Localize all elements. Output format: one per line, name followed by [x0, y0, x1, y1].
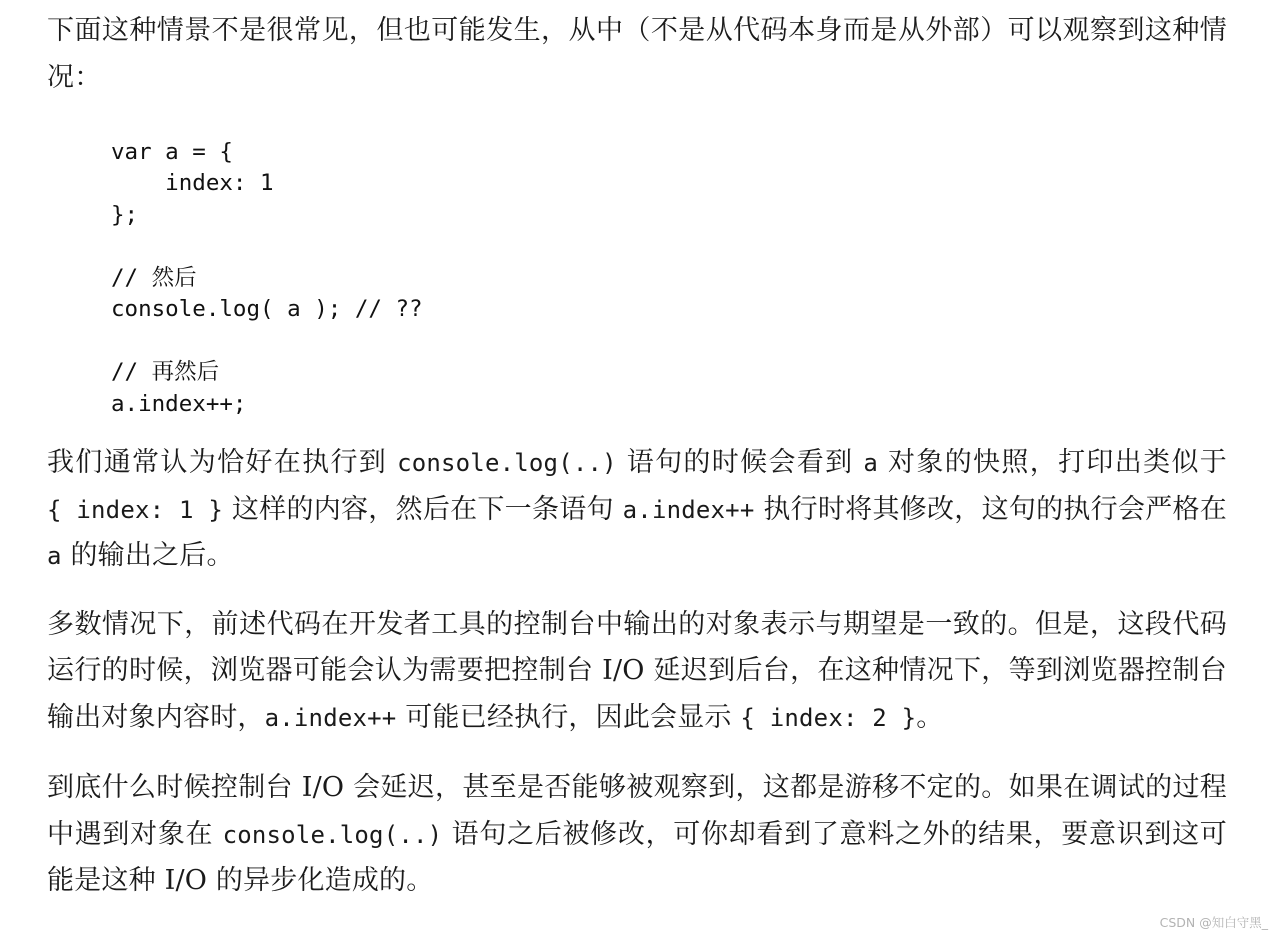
paragraph-text: 的输出之后。 [61, 540, 234, 572]
code-block [111, 137, 1227, 420]
csdn-watermark: CSDN @知白守黑_ [1159, 915, 1268, 930]
console-defer-paragraph [47, 602, 1227, 742]
code-line: var a = { [111, 139, 233, 165]
paragraph-text: 。 [916, 701, 944, 733]
inline-code: a.index++ [264, 703, 397, 732]
inline-code: a [863, 449, 879, 478]
paragraph-text: 语句的时候会看到 [616, 447, 864, 479]
inline-code: { index: 2 } [740, 703, 917, 732]
inline-code: console.log(..) [222, 820, 443, 849]
paragraph-text: 多数情况下，前述代码在开发者工具的控制台中输出的对象表示与期望是一致的。但是，这段代码运行的时候，浏览器可能会认为需要把控制台 I/O 延迟到后台，在这种情况下，等到浏览器控制台输出对象内容时， [47, 608, 1227, 733]
code-line: console.log( a ); // ?? [111, 296, 423, 323]
code-line: a.index++; [111, 390, 247, 417]
code-blank-line [111, 325, 1227, 357]
paragraph-text: 到底什么时候控制台 I/O 会延迟，甚至是否能够被观察到，这都是游移不定的。如果在调试的过程中遇到对象在 [47, 772, 1227, 850]
paragraph-text: 执行时将其修改，这句的执行会严格在 [754, 493, 1227, 525]
code-line: }; [111, 201, 139, 228]
paragraph-text: 可能已经执行，因此会显示 [396, 701, 741, 733]
paragraph-text: 这样的内容，然后在下一条语句 [223, 493, 623, 525]
code-line: index: 1 [111, 170, 274, 197]
inline-code: { index: 1 } [47, 495, 224, 524]
code-comment-line: // 然后 [111, 264, 197, 291]
article-body [47, 8, 1227, 905]
inline-code: a [47, 542, 62, 571]
paragraph-text: 对象的快照，打印出类似于 [878, 447, 1227, 479]
paragraph-text: 语句之后被修改，可你却看到了意料之外的结果，要意识到这可能是这种 I/O 的异步化造成的。 [47, 818, 1227, 897]
code-comment-line: // 再然后 [111, 359, 220, 386]
intro-paragraph: 下面这种情景不是很常见，但也可能发生，从中（不是从代码本身而是从外部）可以观察到这种情况： [47, 15, 1227, 93]
inline-code: a.index++ [622, 495, 755, 524]
snapshot-paragraph [47, 440, 1227, 580]
io-async-paragraph [47, 765, 1227, 905]
inline-code: console.log(..) [397, 449, 617, 478]
code-blank-line [111, 231, 1227, 263]
paragraph-text: 我们通常认为恰好在执行到 [47, 447, 398, 479]
